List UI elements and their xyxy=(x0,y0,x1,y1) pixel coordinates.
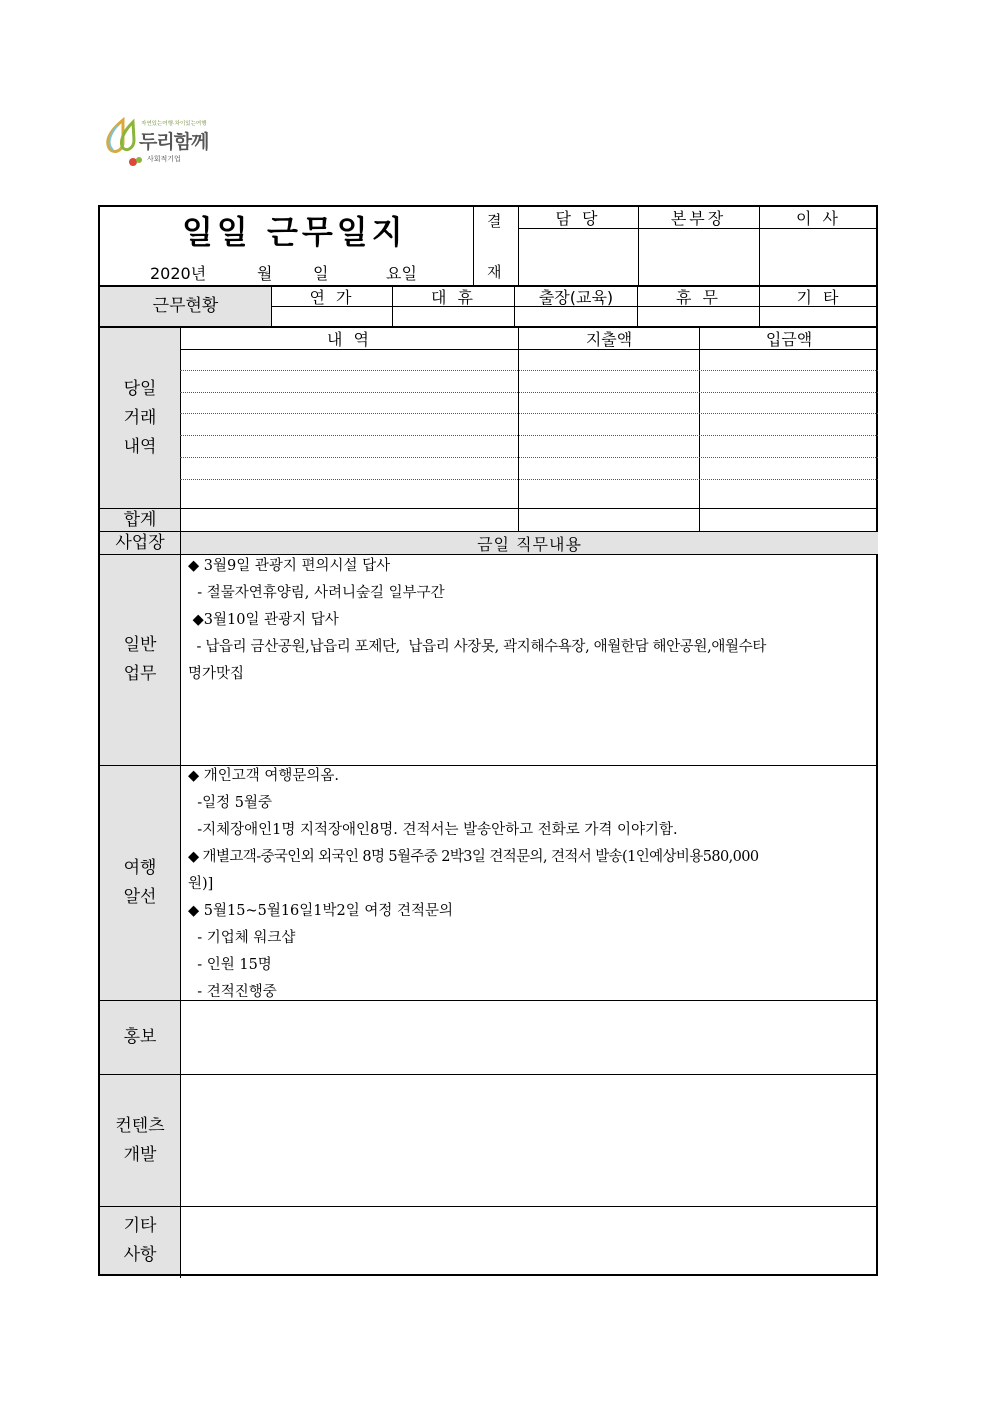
droplet-logo-icon xyxy=(103,116,143,172)
travel-line: - 견적진행중 xyxy=(188,984,277,1000)
attendance-col-annual: 연 가 xyxy=(309,288,355,307)
other-notes-label: 기타 사항 xyxy=(100,1207,180,1274)
transactions-col-expense: 지출액 xyxy=(585,330,633,349)
signature-box-staff[interactable] xyxy=(519,229,637,285)
transactions-col-income: 입금액 xyxy=(765,330,813,349)
attendance-col-other: 기 타 xyxy=(796,288,842,307)
general-duties-content[interactable] xyxy=(188,553,766,688)
company-logo xyxy=(103,116,223,172)
approver-director: 본부장 xyxy=(670,209,727,228)
logo-name: 두리함께 xyxy=(139,131,209,153)
general-duty-line: - 절물자연휴양림, 사려니숲길 일부구간 xyxy=(188,585,445,601)
transactions-label: 당일 거래 내역 xyxy=(100,328,180,508)
workplace-label: 사업장 xyxy=(100,532,180,554)
daily-work-log-form xyxy=(98,205,878,1276)
travel-line: ◆ 5월15~5월16일1박2일 여정 견적문의 xyxy=(188,903,454,919)
total-expense[interactable] xyxy=(519,509,699,531)
content-development-content[interactable] xyxy=(181,1075,878,1206)
content-development-label: 컨텐츠 개발 xyxy=(100,1075,180,1206)
promotion-label: 홍보 xyxy=(100,1001,180,1074)
attendance-col-day-off: 휴 무 xyxy=(676,288,721,307)
date-month: 월 xyxy=(257,264,273,283)
total-income[interactable] xyxy=(700,509,878,531)
approver-staff: 담 당 xyxy=(555,209,601,228)
travel-arrangement-content[interactable] xyxy=(188,763,759,1006)
promotion-content[interactable] xyxy=(181,1001,878,1074)
travel-line: -지체장애인1명 지적장애인8명. 견적서는 발송안하고 전화로 가격 이야기함. xyxy=(188,822,678,838)
other-notes-content[interactable] xyxy=(181,1207,878,1274)
general-duty-line: 명가맛집 xyxy=(188,666,245,682)
attendance-label: 근무현황 xyxy=(100,287,271,326)
transactions-col-details: 내 역 xyxy=(327,330,372,349)
attendance-input-business-trip[interactable] xyxy=(515,307,637,326)
travel-arrangement-label: 여행 알선 xyxy=(100,766,180,1000)
approver-executive: 이 사 xyxy=(796,209,841,228)
travel-line: - 기업체 워크샵 xyxy=(188,930,296,946)
general-duties-label: 일반 업무 xyxy=(100,555,180,765)
general-duty-line: - 납읍리 금산공원,납읍리 포제단, 납읍리 사장못, 곽지해수욕장, 애월한담 해안공원,애월수타 xyxy=(188,639,767,655)
travel-line: - 인원 15명 xyxy=(188,957,272,973)
logo-subtitle: 사회적기업 xyxy=(147,155,181,163)
form-title: 일일 근무일지 xyxy=(182,213,407,251)
approval-label: 결 재 xyxy=(487,212,502,281)
travel-line: 원)] xyxy=(188,876,214,892)
travel-line: -일정 5월중 xyxy=(188,795,272,811)
transactions-entry-rows[interactable] xyxy=(181,350,878,508)
travel-line: ◆ 개인고객 여행문의옴. xyxy=(188,768,340,784)
total-label: 합계 xyxy=(100,509,180,531)
signature-box-executive[interactable] xyxy=(760,229,877,285)
attendance-input-other[interactable] xyxy=(760,307,878,326)
attendance-input-day-off[interactable] xyxy=(638,307,759,326)
general-duty-line: ◆ 3월9일 관광지 편의시설 답사 xyxy=(188,558,391,574)
logo-tagline: 자연있는여행·차이있는여행 xyxy=(141,121,207,127)
attendance-input-substitute[interactable] xyxy=(393,307,514,326)
date-weekday: 요일 xyxy=(386,264,417,283)
attendance-col-business-trip: 출장(교육) xyxy=(538,288,614,307)
date-day: 일 xyxy=(313,264,329,283)
date-year: 2020년 xyxy=(150,264,207,283)
general-duty-line: ◆3월10일 관광지 답사 xyxy=(188,612,339,628)
signature-box-director[interactable] xyxy=(639,229,758,285)
attendance-col-substitute: 대 휴 xyxy=(431,288,476,307)
attendance-input-annual[interactable] xyxy=(272,307,392,326)
today-duties-header: 금일 직무내용 xyxy=(181,532,878,554)
travel-line: ◆ 개별고객-중국인외 외국인 8명 5월주중 2박3일 견적문의, 견적서 발송(1인예상비용580,000 xyxy=(188,849,759,865)
